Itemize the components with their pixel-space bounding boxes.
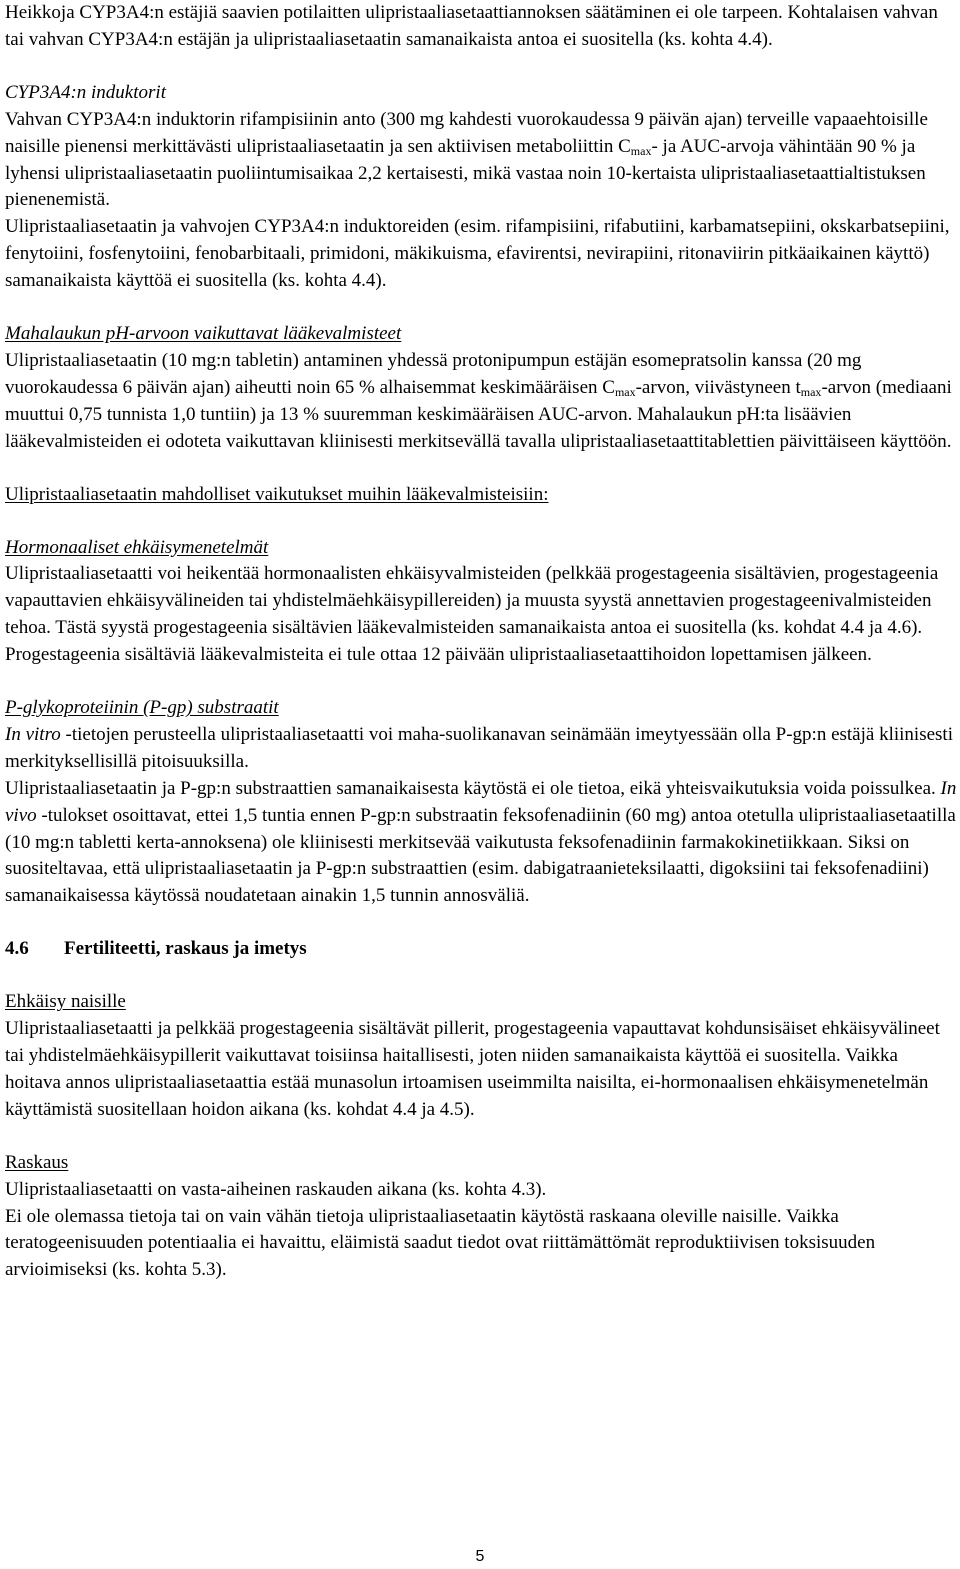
- pgp-text-1: -tietojen perusteella ulipristaaliasetaatti voi maha-suolikanavan seinämään imeytyessään olla P-gp:n estäjä kliinisesti merkityksellisillä pitoisuuksilla.: [5, 723, 953, 772]
- tmax-subscript: max: [800, 384, 822, 399]
- pregnancy-heading: Raskaus: [5, 1151, 69, 1173]
- ph-text-a: Ulipristaaliasetaatin (10 mg:n tabletin) antaminen yhdessä protonipumpun estäjän esomepratsolin kanssa (20 mg vuorokaudessa 6 päivän ajan) aiheutti noin 65 % alhaisemmat keskimääräisen C: [5, 349, 862, 398]
- ph-paragraph: [5, 348, 957, 456]
- contraception-paragraph: Ulipristaaliasetaatti ja pelkkää progestageenia sisältävät pillerit, progestageenia vapauttavat kohdunsisäiset ehkäisyvälineet tai yhdistelmäehkäisypillerit vaikuttavat toisiinsa haitallisesti, joten niiden samanaikaista käyttöä ei suositella. Vaikka hoitava annos ulipristaaliasetaattia estää munasolun irtoamisen useimmilta naisilta, ei-hormonaalisen ehkäisymenetelmän käyttämistä suositellaan hoidon aikana (ks. kohdat 4.4 ja 4.5).: [5, 1018, 940, 1120]
- inducers-paragraph-1: [5, 107, 957, 215]
- section-number: 4.6: [5, 938, 29, 960]
- page-number: 5: [475, 1548, 485, 1565]
- ph-text-b: -arvon, viivästyneen t: [635, 376, 801, 398]
- inducers-text-a: Vahvan CYP3A4:n induktorin rifampisiinin anto (300 mg kahdesti vuorokaudessa 9 päivän ajan) terveille vapaaehtoisille naisille pienensi merkittävästi ulipristaaliasetaatin ja sen aktiivisen metaboliittin C: [5, 108, 928, 157]
- pgp-heading: P-glykoproteiinin (P-gp) substraatit: [5, 697, 279, 719]
- contraception-heading: Ehkäisy naisille: [5, 991, 126, 1013]
- document-page: [5, 0, 957, 1284]
- inducers-heading: CYP3A4:n induktorit: [5, 81, 166, 103]
- cmax-subscript: max: [630, 143, 652, 158]
- in-vitro-term: In vitro: [5, 723, 61, 745]
- pgp-text-2b: -tulokset osoittavat, ettei 1,5 tuntia ennen P-gp:n substraatin feksofenadiinin (60 mg) antoa otetulla ulipristaaliasetaatilla (10 mg:n tabletti kerta-annoksena) ole kliinisesti merkitsevää vaikutusta feksofenadiinin farmakokinetiikkaan. Siksi on suositeltavaa, että ulipristaaliasetaatin ja P-gp:n substraattien (esim. dabigatraanieteksilaatti, digoksiini tai feksofenadiini) samanaikaisessa käytössä noudatetaan ainakin 1,5 tunnin annosväliä.: [5, 804, 956, 907]
- ph-text-c: -arvon (mediaani muuttui 0,75 tunnista 1,0 tuntiin) ja 13 % suuremman keskimääräisen AUC-arvon. Mahalaukun pH:ta lisäävien lääkevalmisteiden ei odoteta vaikuttavan kliinisesti merkitsevällä tavalla ulipristaaliasetaattitablettien päivittäiseen käyttöön.: [5, 376, 952, 452]
- pgp-paragraph-2: [5, 776, 957, 911]
- inducers-text-b: - ja AUC-arvoja vähintään 90 % ja lyhensi ulipristaaliasetaatin puoliintumisaikaa 2,2 kertaisesti, mikä vastaa noin 10-kertaista ulipristaaliasetaattialtistuksen pienenemistä.: [5, 135, 926, 211]
- in-vivo-term: In vivo: [5, 777, 957, 826]
- pregnancy-paragraph-1: Ulipristaaliasetaatti on vasta-aiheinen raskauden aikana (ks. kohta 4.3).: [5, 1178, 547, 1200]
- inducers-paragraph-2: Ulipristaaliasetaatin ja vahvojen CYP3A4:n induktoreiden (esim. rifampisiini, rifabutiini, karbamatsepiini, okskarbatsepiini, fenytoiini, fosfenytoiini, fenobarbitaali, primidoni, mäkikuisma, efavirentsi, nevirapiini, ritonaviirin pitkäaikainen käyttö) samanaikaista käyttöä ei suositella (ks. kohta 4.4).: [5, 216, 950, 292]
- effects-heading: Ulipristaaliasetaatin mahdolliset vaikutukset muihin lääkevalmisteisiin:: [5, 483, 549, 505]
- pgp-paragraph-1: [5, 722, 957, 776]
- pregnancy-paragraph-2: Ei ole olemassa tietoja tai on vain vähän tietoja ulipristaaliasetaatin käytöstä raskaana oleville naisille. Vaikka teratogeenisuuden potentiaalia ei havaittu, eläimistä saadut tiedot ovat riittämättömät reproduktiivisen toksisuuden arvioimiseksi (ks. kohta 5.3).: [5, 1205, 876, 1281]
- ph-heading: Mahalaukun pH-arvoon vaikuttavat lääkevalmisteet: [5, 323, 402, 345]
- cmax-subscript: max: [614, 384, 636, 399]
- hormonal-paragraph: Ulipristaaliasetaatti voi heikentää hormonaalisten ehkäisyvalmisteiden (pelkkää progestageenia sisältävien, progestageenia vapauttavien ehkäisyvälineiden tai yhdistelmäehkäisypillereiden) ja muusta syystä annettavien progestageenivalmisteiden tehoa. Tästä syystä progestageenia sisältävien lääkevalmisteiden samanaikaista antoa ei suositella (ks. kohdat 4.4 ja 4.6). Progestageenia sisältäviä lääkevalmisteita ei tule ottaa 12 päivään ulipristaaliasetaattihoidon lopettamisen jälkeen.: [5, 563, 939, 666]
- intro-paragraph: Heikkoja CYP3A4:n estäjiä saavien potilaitten ulipristaaliasetaattiannoksen säätäminen ei ole tarpeen. Kohtalaisen vahvan tai vahvan CYP3A4:n estäjän ja ulipristaaliasetaatin samanaikaista antoa ei suositella (ks. kohta 4.4).: [5, 2, 938, 50]
- pgp-text-2a: Ulipristaaliasetaatin ja P-gp:n substraattien samanaikaisesta käytöstä ei ole tietoa, eikä yhteisvaikutuksia voida poissulkea.: [5, 777, 941, 799]
- section-heading-4-6: [5, 936, 957, 963]
- hormonal-heading: Hormonaaliset ehkäisymenetelmät: [5, 536, 269, 558]
- section-title: Fertiliteetti, raskaus ja imetys: [64, 938, 307, 960]
